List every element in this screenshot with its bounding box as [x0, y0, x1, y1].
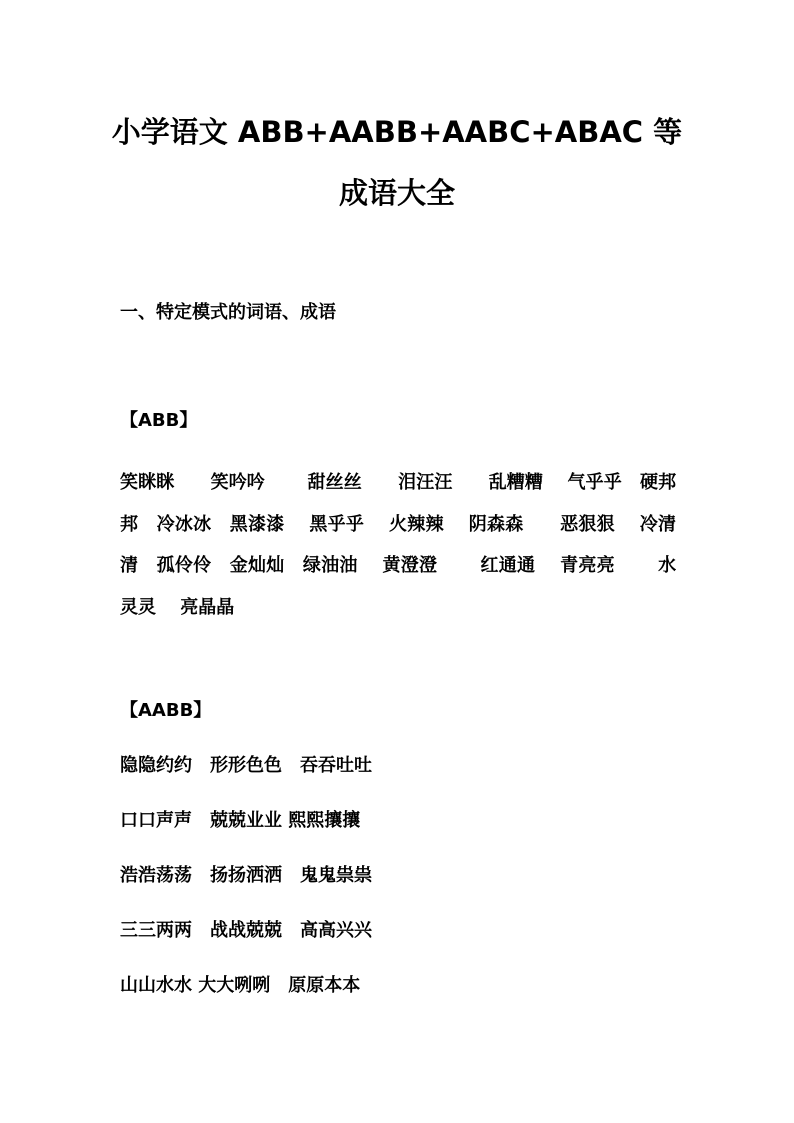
aabb-word: 形形色色 — [210, 755, 282, 776]
aabb-word: 隐隐约约 — [120, 755, 192, 776]
abb-word: 黄澄澄 — [382, 555, 438, 576]
aabb-word: 口口声声 — [120, 810, 192, 831]
abb-word-list — [120, 462, 676, 628]
section-heading: 一、特定模式的词语、成语 — [120, 302, 336, 323]
abb-word: 笑眯眯 — [120, 472, 175, 493]
aabb-word: 鬼鬼祟祟 — [300, 865, 372, 886]
abb-word: 红通通 — [480, 555, 536, 576]
abb-word: 气乎乎 — [567, 472, 622, 493]
abb-word: 青亮亮 — [560, 555, 615, 576]
abb-word: 冷清清 — [120, 513, 677, 576]
abb-word: 泪汪汪 — [398, 472, 453, 493]
aabb-section-label: 【AABB】 — [120, 700, 212, 721]
abb-word: 亮晶晶 — [180, 596, 235, 618]
aabb-word: 高高兴兴 — [300, 920, 372, 941]
aabb-row — [120, 918, 372, 944]
aabb-word: 山山水水 — [120, 975, 192, 996]
aabb-row — [120, 753, 372, 779]
abb-word: 笑吟吟 — [210, 472, 265, 493]
abb-word: 恶狠狠 — [560, 513, 615, 535]
aabb-word: 三三两两 — [120, 920, 192, 941]
aabb-word: 兢兢业业 — [210, 810, 282, 831]
abb-word: 金灿灿 — [229, 555, 285, 576]
abb-word: 绿油油 — [302, 555, 358, 576]
page-title-line-1: 小学语文 ABB+AABB+AABC+ABAC 等 — [111, 115, 683, 149]
aabb-word: 战战兢兢 — [210, 920, 282, 941]
abb-word: 硬邦邦 — [120, 472, 677, 535]
aabb-row — [120, 808, 360, 834]
abb-word: 乱糟糟 — [488, 472, 544, 493]
abb-word: 甜丝丝 — [307, 472, 362, 493]
abb-section-label: 【ABB】 — [120, 410, 198, 431]
aabb-word: 吞吞吐吐 — [300, 755, 372, 776]
abb-word: 孤伶伶 — [156, 555, 212, 576]
abb-word: 黑漆漆 — [229, 513, 285, 535]
aabb-word: 熙熙攘攘 — [288, 810, 361, 831]
abb-word: 阴森森 — [468, 513, 524, 535]
abb-word: 水灵灵 — [120, 555, 677, 618]
aabb-word: 浩浩荡荡 — [120, 865, 192, 886]
aabb-word: 大大咧咧 — [198, 975, 271, 996]
abb-word: 冷冰冰 — [156, 513, 212, 535]
page-title-line-2: 成语大全 — [338, 176, 455, 210]
aabb-word: 原原本本 — [288, 975, 361, 996]
aabb-word: 扬扬洒洒 — [210, 865, 282, 886]
abb-word: 黑乎乎 — [309, 513, 365, 535]
abb-word: 火辣辣 — [389, 513, 444, 535]
aabb-row — [120, 863, 372, 889]
aabb-row — [120, 973, 360, 999]
